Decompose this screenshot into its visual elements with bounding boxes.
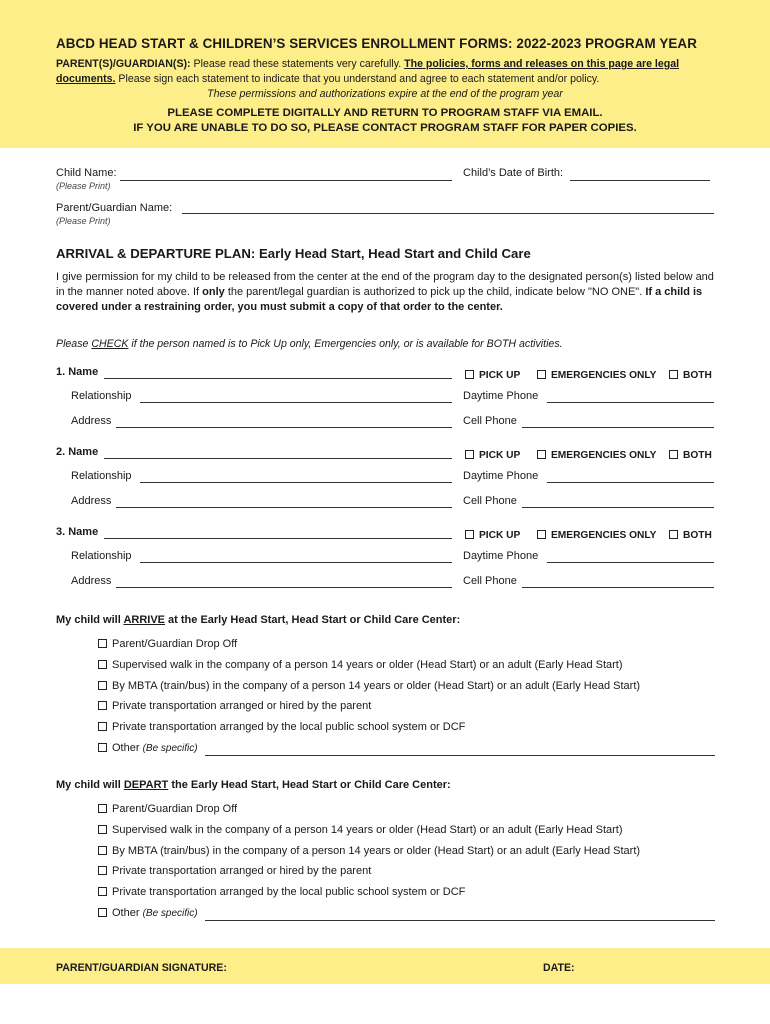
- legal-notice: The policies, forms and releases on this page are legal documents.: [56, 58, 680, 85]
- arrive-option[interactable]: [98, 680, 640, 692]
- address-field[interactable]: [116, 427, 452, 428]
- depart-checkbox[interactable]: [98, 887, 107, 896]
- depart-option-label: Private transportation arranged by the local public school system or DCF: [112, 886, 466, 899]
- intro-text: [56, 57, 714, 87]
- emergencies-label: EMERGENCIES ONLY: [551, 450, 657, 461]
- emergencies-option[interactable]: [537, 529, 656, 541]
- depart-other-hint: (Be specific): [142, 908, 198, 919]
- depart-checkbox[interactable]: [98, 846, 107, 855]
- arrive-option-label: Parent/Guardian Drop Off: [112, 638, 238, 650]
- person-name-label: 3. Name: [56, 526, 99, 538]
- arrive-checkbox[interactable]: [98, 701, 107, 710]
- daytime-phone-label: Daytime Phone: [463, 470, 539, 482]
- plan-title: [56, 246, 531, 261]
- pickup-checkbox[interactable]: [465, 530, 474, 539]
- date-label: DATE:: [543, 962, 575, 974]
- emergencies-checkbox[interactable]: [537, 450, 546, 459]
- para-only: only: [202, 286, 225, 298]
- para-part-2: the parent/legal guardian is authorized to pick up the child, indicate below "NO ONE".: [224, 286, 646, 298]
- address-label: Address: [71, 495, 112, 507]
- check-instr-check: CHECK: [91, 338, 129, 350]
- relationship-field[interactable]: [140, 562, 452, 563]
- intro-sentence-2: Please sign each statement to indicate that you understand and agree to each statement and/or policy.: [115, 73, 600, 85]
- both-option[interactable]: [669, 529, 712, 541]
- signature-label: PARENT/GUARDIAN SIGNATURE:: [56, 962, 227, 974]
- plan-title-rest: Early Head Start, Head Start and Child Care: [255, 246, 531, 261]
- relationship-label: Relationship: [71, 550, 132, 562]
- child-dob-field[interactable]: [570, 180, 710, 181]
- emergencies-checkbox[interactable]: [537, 530, 546, 539]
- depart-verb: DEPART: [123, 779, 169, 791]
- depart-checkbox[interactable]: [98, 866, 107, 875]
- parent-name-field[interactable]: [182, 213, 714, 214]
- pickup-option[interactable]: [465, 449, 520, 461]
- cell-phone-label: Cell Phone: [463, 575, 517, 587]
- arrive-checkbox[interactable]: [98, 660, 107, 669]
- both-checkbox[interactable]: [669, 370, 678, 379]
- arrive-other-hint: (Be specific): [142, 743, 198, 754]
- depart-option[interactable]: [98, 824, 623, 836]
- both-checkbox[interactable]: [669, 530, 678, 539]
- emergencies-label: EMERGENCIES ONLY: [551, 530, 657, 541]
- daytime-phone-label: Daytime Phone: [463, 390, 539, 402]
- person-name-label: 2. Name: [56, 446, 99, 458]
- form-title: ABCD HEAD START & CHILDREN’S SERVICES ENROLLMENT FORMS: 2022-2023 PROGRAM YEAR: [56, 36, 697, 51]
- arrive-checkbox[interactable]: [98, 722, 107, 731]
- arrive-heading: [56, 614, 460, 626]
- arrive-option[interactable]: [98, 638, 237, 650]
- arrive-checkbox[interactable]: [98, 639, 107, 648]
- intro-sentence: Please read these statements very carefully.: [190, 58, 405, 70]
- person-name-field[interactable]: [104, 538, 452, 539]
- parent-name-label: Parent/Guardian Name:: [56, 202, 173, 214]
- pickup-checkbox[interactable]: [465, 370, 474, 379]
- depart-option-label: By MBTA (train/bus) in the company of a person 14 years or older (Head Start) or an adult (Early Head Start): [112, 844, 641, 857]
- check-instr-post: if the person named is to Pick Up only, Emergencies only, or is available for BOTH activities.: [128, 338, 563, 350]
- depart-option[interactable]: [98, 865, 371, 877]
- pickup-checkbox[interactable]: [465, 450, 474, 459]
- please-print-hint: (Please Print): [56, 181, 111, 191]
- check-instruction: [56, 338, 563, 350]
- child-dob-label: Child’s Date of Birth:: [463, 167, 564, 179]
- child-name-field[interactable]: [120, 180, 452, 181]
- depart-checkbox[interactable]: [98, 804, 107, 813]
- depart-option[interactable]: [98, 845, 640, 857]
- depart-option[interactable]: [98, 803, 237, 815]
- header-banner: [0, 0, 770, 148]
- arrive-option[interactable]: [98, 721, 465, 733]
- daytime-phone-field[interactable]: [547, 562, 714, 563]
- arrive-pre: My child will: [56, 614, 124, 626]
- arrive-option[interactable]: [98, 700, 371, 712]
- arrive-verb: ARRIVE: [123, 614, 165, 626]
- cell-phone-field[interactable]: [522, 587, 714, 588]
- arrive-post: at the Early Head Start, Head Start or Child Care Center:: [165, 614, 461, 626]
- pickup-label: PICK UP: [479, 450, 521, 461]
- cell-phone-field[interactable]: [522, 427, 714, 428]
- relationship-label: Relationship: [71, 390, 132, 402]
- email-instruction-2: IF YOU ARE UNABLE TO DO SO, PLEASE CONTACT PROGRAM STAFF FOR PAPER COPIES.: [133, 122, 637, 134]
- depart-post: the Early Head Start, Head Start or Child Care Center:: [168, 779, 451, 791]
- emergencies-label: EMERGENCIES ONLY: [551, 370, 657, 381]
- intro-label: PARENT(S)/GUARDIAN(S):: [56, 58, 191, 70]
- arrive-other-option[interactable]: [98, 742, 198, 754]
- cell-phone-label: Cell Phone: [463, 415, 517, 427]
- daytime-phone-field[interactable]: [547, 402, 714, 403]
- daytime-phone-label: Daytime Phone: [463, 550, 539, 562]
- person-name-label: 1. Name: [56, 366, 99, 378]
- arrive-other-field[interactable]: [205, 755, 715, 756]
- arrive-checkbox[interactable]: [98, 681, 107, 690]
- arrive-option-label: By MBTA (train/bus) in the company of a person 14 years or older (Head Start) or an adult (Early Head Start): [112, 679, 641, 692]
- expiry-note: These permissions and authorizations expire at the end of the program year: [207, 88, 563, 100]
- arrive-option[interactable]: [98, 659, 623, 671]
- depart-option-label: Parent/Guardian Drop Off: [112, 803, 238, 815]
- person-name-field[interactable]: [104, 458, 452, 459]
- depart-option-label: Private transportation arranged or hired by the parent: [112, 865, 372, 878]
- restraining-order-note: If a child is covered under a restraining order, you must submit a copy of that order to the center.: [56, 286, 703, 313]
- depart-checkbox[interactable]: [98, 825, 107, 834]
- arrive-option-label: Supervised walk in the company of a person 14 years or older (Head Start) or an adult (Early Head Start): [112, 658, 623, 671]
- both-label: BOTH: [683, 530, 712, 541]
- depart-heading: [56, 779, 451, 791]
- address-label: Address: [71, 415, 112, 427]
- relationship-label: Relationship: [71, 470, 132, 482]
- depart-other-field[interactable]: [205, 920, 715, 921]
- person-name-field[interactable]: [104, 378, 452, 379]
- check-instr-pre: Please: [56, 338, 92, 350]
- child-name-label: Child Name:: [56, 167, 117, 179]
- emergencies-option[interactable]: [537, 449, 656, 461]
- please-print-hint-2: (Please Print): [56, 216, 111, 226]
- arrive-other-label: Other: [112, 742, 140, 754]
- permission-paragraph: [56, 270, 716, 315]
- arrive-other-checkbox[interactable]: [98, 743, 107, 752]
- depart-other-checkbox[interactable]: [98, 908, 107, 917]
- emergencies-option[interactable]: [537, 369, 656, 381]
- depart-other-option[interactable]: [98, 907, 198, 919]
- depart-other-label: Other: [112, 907, 140, 919]
- pickup-label: PICK UP: [479, 530, 521, 541]
- pickup-option[interactable]: [465, 369, 520, 381]
- pickup-option[interactable]: [465, 529, 520, 541]
- emergencies-checkbox[interactable]: [537, 370, 546, 379]
- email-instruction-1: PLEASE COMPLETE DIGITALLY AND RETURN TO PROGRAM STAFF VIA EMAIL.: [167, 107, 603, 119]
- plan-title-bold: ARRIVAL & DEPARTURE PLAN:: [56, 246, 256, 261]
- both-label: BOTH: [683, 450, 712, 461]
- both-option[interactable]: [669, 369, 712, 381]
- daytime-phone-field[interactable]: [547, 482, 714, 483]
- signature-footer: [0, 948, 770, 984]
- depart-option[interactable]: [98, 886, 465, 898]
- address-field[interactable]: [116, 507, 452, 508]
- cell-phone-label: Cell Phone: [463, 495, 517, 507]
- depart-option-label: Supervised walk in the company of a person 14 years or older (Head Start) or an adult (Early Head Start): [112, 823, 623, 836]
- depart-pre: My child will: [56, 779, 124, 791]
- arrive-option-label: Private transportation arranged by the local public school system or DCF: [112, 721, 466, 734]
- arrive-option-label: Private transportation arranged or hired by the parent: [112, 700, 372, 713]
- pickup-label: PICK UP: [479, 370, 521, 381]
- relationship-field[interactable]: [140, 482, 452, 483]
- para-part-1: I give permission for my child to be released from the center at the end of the program day to the designated person(s) listed below and in the manner noted above. If: [56, 271, 714, 298]
- both-option[interactable]: [669, 449, 712, 461]
- both-label: BOTH: [683, 370, 712, 381]
- cell-phone-field[interactable]: [522, 507, 714, 508]
- address-field[interactable]: [116, 587, 452, 588]
- address-label: Address: [71, 575, 112, 587]
- relationship-field[interactable]: [140, 402, 452, 403]
- both-checkbox[interactable]: [669, 450, 678, 459]
